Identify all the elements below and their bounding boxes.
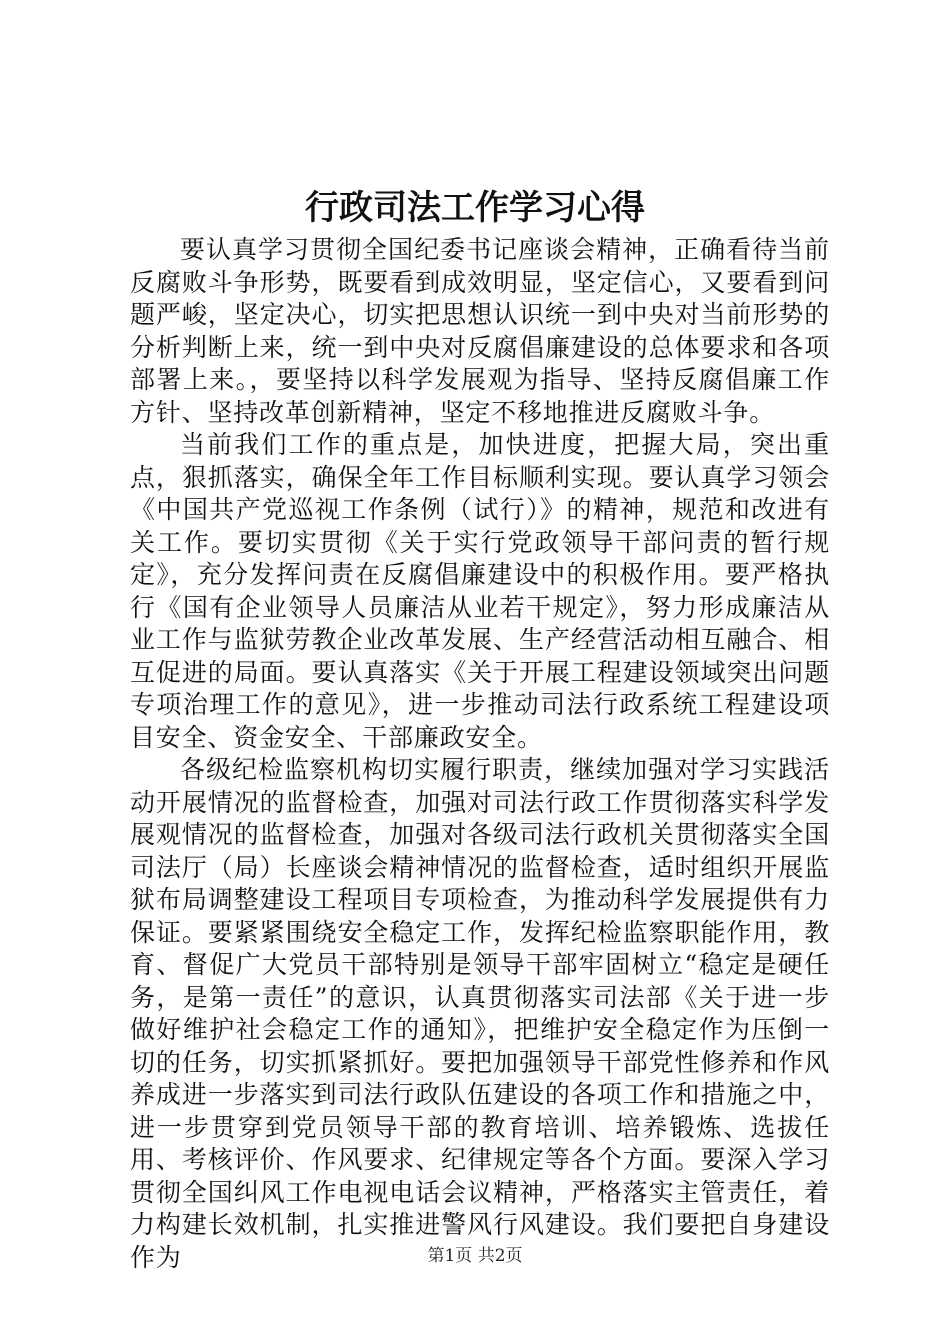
document-body xyxy=(130,234,830,1274)
paragraph-3: 各级纪检监察机构切实履行职责，继续加强对学习实践活动开展情况的监督检查，加强对司法行政工作贯彻落实科学发展观情况的监督检查，加强对各级司法行政机关贯彻落实全国司法厅（局）长座谈会精神情况的监督检查，适时组织开展监狱布局调整建设工程项目专项检查，为推动科学发展提供有力保证。要紧紧围绕安全稳定工作，发挥纪检监察职能作用，教育、督促广大党员干部特别是领导干部牢固树立“稳定是硬任务，是第一责任”的意识，认真贯彻落实司法部《关于进一步做好维护社会稳定工作的通知》，把维护安全稳定作为压倒一切的任务，切实抓紧抓好。要把加强领导干部党性修养和作风养成进一步落实到司法行政队伍建设的各项工作和措施之中，进一步贯穿到党员领导干部的教育培训、培养锻炼、选拔任用、考核评价、作风要求、纪律规定等各个方面。要深入学习贯彻全国纠风工作电视电话会议精神，严格落实主管责任，着力构建长效机制，扎实推进警风行风建设。我们要把自身建设作为 xyxy=(130,755,830,1272)
page-footer: 第1页 共2页 xyxy=(427,1246,523,1266)
paragraph-1: 要认真学习贯彻全国纪委书记座谈会精神，正确看待当前反腐败斗争形势，既要看到成效明显，坚定信心，又要看到问题严峻，坚定决心，切实把思想认识统一到中央对当前形势的分析判断上来，统一到中央对反腐倡廉建设的总体要求和各项部署上来。，要坚持以科学发展观为指导、坚持反腐倡廉工作方针、坚持改革创新精神，坚定不移地推进反腐败斗争。 xyxy=(130,235,830,427)
document-title: 行政司法工作学习心得 xyxy=(305,188,645,228)
paragraph-2: 当前我们工作的重点是，加快进度，把握大局，突出重点，狠抓落实，确保全年工作目标顺利实现。要认真学习领会《中国共产党巡视工作条例（试行）》的精神，规范和改进有关工作。要切实贯彻《关于实行党政领导干部问责的暂行规定》，充分发挥问责在反腐倡廉建设中的积极作用。要严格执行《国有企业领导人员廉洁从业若干规定》，努力形成廉洁从业工作与监狱劳教企业改革发展、生产经营活动相互融合、相互促进的局面。要认真落实《关于开展工程建设领域突出问题专项治理工作的意见》，进一步推动司法行政系统工程建设项目安全、资金安全、干部廉政安全。 xyxy=(130,430,830,752)
